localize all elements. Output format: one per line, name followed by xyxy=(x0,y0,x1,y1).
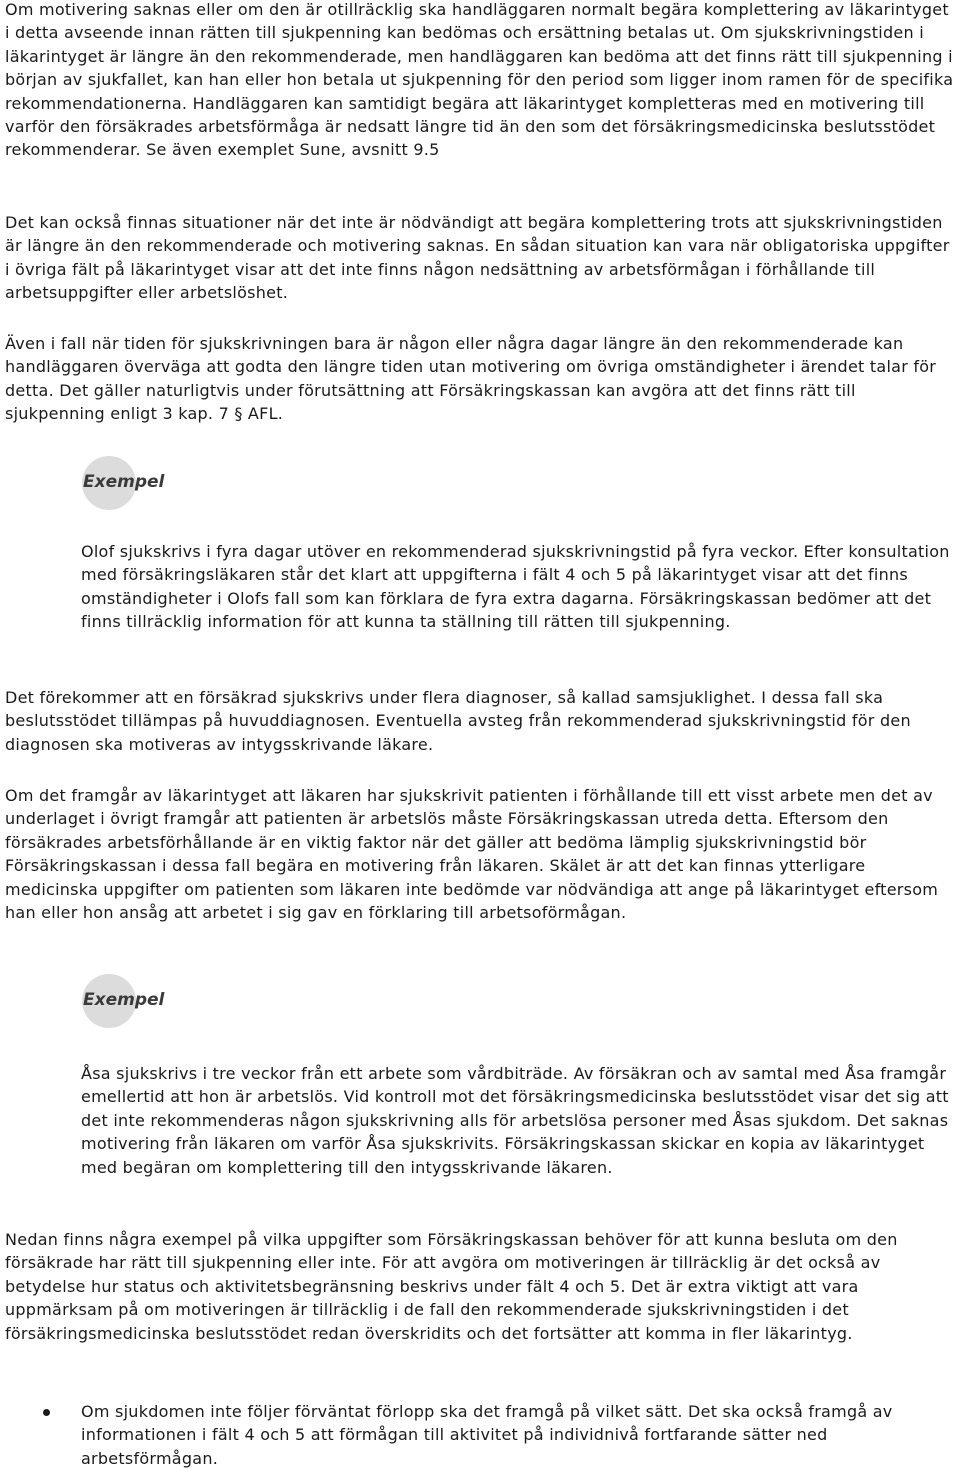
paragraph-arbetslos: Om det framgår av läkarintyget att läkaren har sjukskrivit patienten i förhållande till ett visst arbete men det av underlaget i övrigt framgår att patienten är arbetslös måste Försäkringskassan utreda detta. Eftersom den försäkrades arbetsförhållande är en viktig faktor när det gäller att bedöma lämplig sjukskrivningstid bör Försäkringskassan i dessa fall begära en motivering från läkaren. Skälet är att det kan finnas ytterligare medicinska uppgifter om patienten som läkaren inte bedömde var nödvändiga att ange på läkarintyget eftersom han eller hon ansåg att arbetet i sig gav en förklaring till arbetsoförmågan. xyxy=(5,786,939,923)
example-badge-graphic xyxy=(81,452,173,514)
paragraph-situationer: Det kan också finnas situationer när det inte är nödvändigt att begära komplettering trots att sjukskrivningstiden är längre än den rekommenderade och motivering saknas. En sådan situation kan vara när obligatoriska uppgifter i övriga fält på läkarintyget visar att det inte finns någon nedsättning av arbetsförmågan i förhållande till arbetsuppgifter eller arbetslöshet. xyxy=(5,213,950,303)
badge-label: Exempel xyxy=(83,472,165,492)
example-badge-icon xyxy=(81,452,173,514)
example-text: Olof sjukskrivs i fyra dagar utöver en rekommenderad sjukskrivningstid på fyra veckor. Efter konsultation med försäkringsläkaren står det klart att uppgifterna i fält 4 och 5 på läkarintyget visar att det finns omständigheter i Olofs fall som kan förklara de fyra extra dagarna. Försäkringskassan bedömer att det finns tillräcklig information för att kunna ta ställning till rätten till sjukpenning. xyxy=(81,542,950,632)
example-olof xyxy=(81,540,960,634)
example-text: Åsa sjukskrivs i tre veckor från ett arbete som vårdbiträde. Av försäkran och av samtal med Åsa framgår emellertid att hon är arbetslös. Vid kontroll mot det försäkringsmedicinska beslutsstödet visar det sig att det inte rekommenderas någon sjukskrivning alls för arbetslösa personer med Åsas sjukdom. Det saknas motivering från läkaren om varför Åsa sjukskrivits. Försäkringskassan skickar en kopia av läkarintyget med begäran om komplettering till den intygsskrivande läkaren. xyxy=(81,1064,949,1177)
paragraph-nedan-finns: Nedan finns några exempel på vilka uppgifter som Försäkringskassan behöver för att kunna besluta om den försäkrade har rätt till sjukpenning eller inte. För att avgöra om motiveringen är tillräcklig är det också av betydelse hur status och aktivitetsbegränsning beskrivs under fält 4 och 5. Det är extra viktigt att vara uppmärksam på om motiveringen är tillräcklig i de fall den rekommenderade sjukskrivningstiden i det försäkringsmedicinska beslutsstödet redan överskridits och det fortsätter att komma in fler läkarintyg. xyxy=(5,1230,898,1343)
badge-label: Exempel xyxy=(83,990,165,1010)
bullet-icon xyxy=(43,1409,50,1416)
example-asa xyxy=(81,1062,960,1179)
example-badge-icon xyxy=(81,970,173,1032)
paragraph-samsjuklighet: Det förekommer att en försäkrad sjukskrivs under flera diagnoser, så kallad samsjuklighet. I dessa fall ska beslutsstödet tillämpas på huvuddiagnosen. Eventuella avsteg från rekommenderad sjukskrivningstid för den diagnosen ska motiveras av intygsskrivande läkare. xyxy=(5,688,911,754)
example-badge-graphic xyxy=(81,970,173,1032)
paragraph-motivering: Om motivering saknas eller om den är otillräcklig ska handläggaren normalt begära komplettering av läkarintyget i detta avseende innan rätten till sjukpenning kan bedömas och ersättning betalas ut. Om sjukskrivningstiden i läkarintyget är längre än den rekommenderade, men handläggaren kan bedöma att det finns rätt till sjukpenning i början av sjukfallet, kan han eller hon betala ut sjukpenning för den period som ligger inom ramen för de specifika rekommendationerna. Handläggaren kan samtidigt begära att läkarintyget kompletteras med en motivering till varför den försäkrades arbetsförmåga är nedsatt längre tid än den som det försäkringsmedicinska beslutsstödet rekommenderar. Se även exemplet Sune, avsnitt 9.5 xyxy=(5,0,954,160)
paragraph-aven-i-fall: Även i fall när tiden för sjukskrivningen bara är någon eller några dagar längre än den rekommenderade kan handläggaren överväga att godta den längre tiden utan motivering om övriga omständigheter i ärendet talar för detta. Det gäller naturligtvis under förutsättning att Försäkringskassan kan avgöra att det finns rätt till sjukpenning enligt 3 kap. 7 § AFL. xyxy=(5,334,937,424)
bullet-text: Om sjukdomen inte följer förväntat förlopp ska det framgå på vilket sätt. Det ska också framgå av informationen i fält 4 och 5 att förmågan till aktivitet på individnivå fortfarande sätter ned arbetsförmågan. xyxy=(81,1402,893,1468)
